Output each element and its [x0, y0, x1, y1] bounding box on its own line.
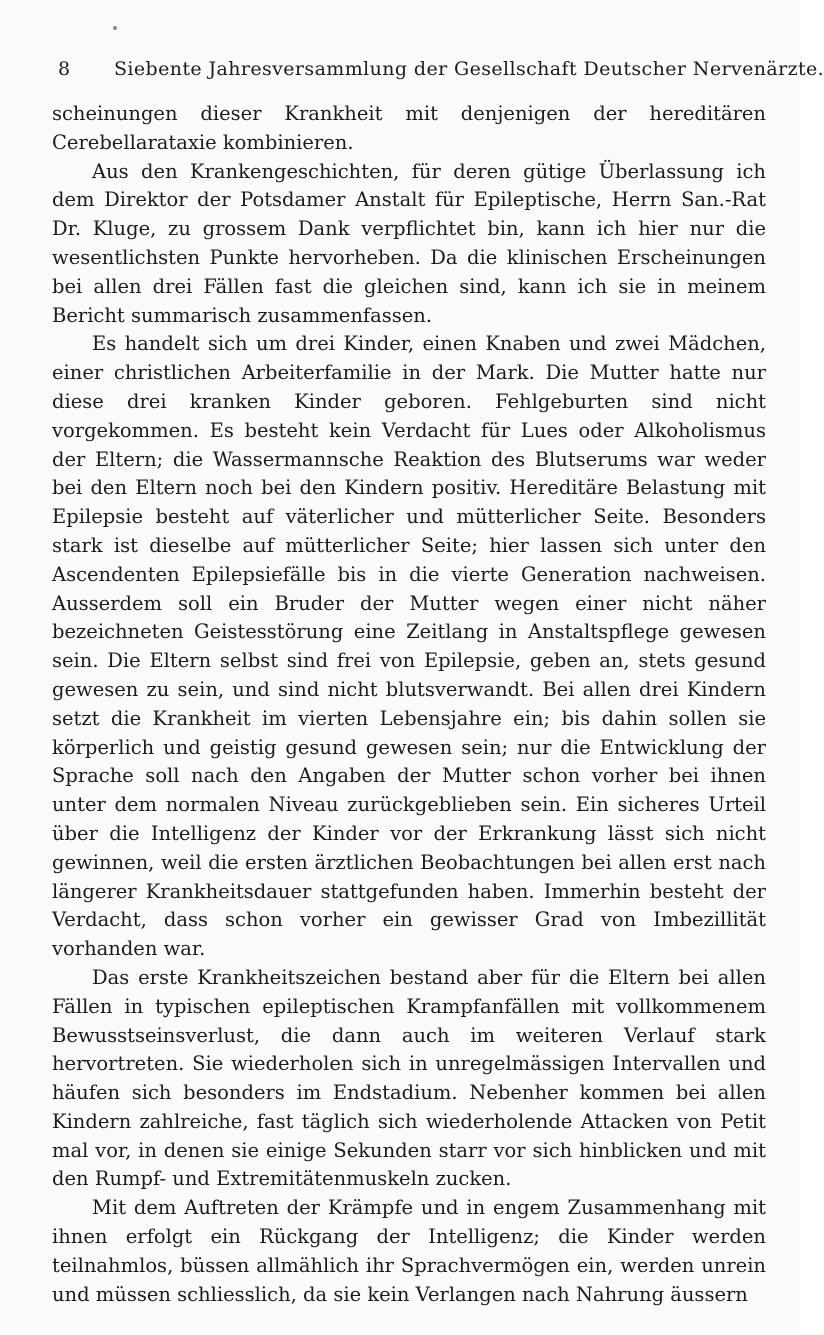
paragraph-continuation: scheinungen dieser Krankheit mit denjenigen der hereditären Cerebellarataxie kombinieren. [52, 102, 766, 154]
paragraph-case-histories: Aus den Krankengeschichten, für deren gütige Überlassung ich dem Direktor der Potsdamer Anstalt für Epileptische, Herrn San.-Rat Dr. Kluge, zu grossem Dank verpflichtet bin, kann ich hier nur die wesentlichsten Punkte hervorheben. Da die klinischen Erscheinungen bei allen drei Fällen fast die gleichen sind, kann ich sie in meinem Bericht summarisch zusammenfassen. [52, 159, 766, 327]
running-title: Siebente Jahresversammlung der Gesellschaft Deutscher Nervenärzte. [114, 58, 824, 80]
running-header [58, 54, 824, 84]
paragraph-intelligence-decline: Mit dem Auftreten der Krämpfe und in engem Zusammenhang mit ihnen erfolgt ein Rückgang der Intelligenz; die Kinder werden teilnahmlos, büssen allmählich ihr Sprachvermögen ein, werden unrein und müssen schliesslich, da sie kein Verlangen nach Nahrung äussern [52, 1196, 766, 1306]
paragraph-seizures: Das erste Krankheitszeichen bestand aber für die Eltern bei allen Fällen in typischen epileptischen Krampfanfällen mit vollkommenem Bewusstseinsverlust, die dann auch im weiteren Verlauf stark hervortreten. Sie wiederholen sich in unregelmässigen Intervallen und häufen sich besonders im Endstadium. Nebenher kommen bei allen Kindern zahlreiche, fast täglich sich wiederholende Attacken von Petit mal vor, in denen sie einige Sekunden starr vor sich hinblicken und mit den Rumpf- und Extremitätenmuskeln zucken. [52, 965, 766, 1191]
body-text [52, 100, 766, 1306]
paragraph-family-history: Es handelt sich um drei Kinder, einen Knaben und zwei Mädchen, einer christlichen Arbeiterfamilie in der Mark. Die Mutter hatte nur diese drei kranken Kinder geboren. Fehlgeburten sind nicht vorgekommen. Es besteht kein Verdacht für Lues oder Alkoholismus der Eltern; die Wassermannsche Reaktion des Blutserums war weder bei den Eltern noch bei den Kindern positiv. Hereditäre Belastung mit Epilepsie besteht auf väterlicher und mütterlicher Seite. Besonders stark ist dieselbe auf mütterlicher Seite; hier lassen sich unter den Ascendenten Epilepsiefälle bis in die vierte Generation nachweisen. Ausserdem soll ein Bruder der Mutter wegen einer nicht näher bezeichneten Geistesstörung eine Zeitlang in Anstaltspflege gewesen sein. Die Eltern selbst sind frei von Epilepsie, geben an, stets gesund gewesen zu sein, und sind nicht blutsverwandt. Bei allen drei Kindern setzt die Krankheit im vierten Lebensjahre ein; bis dahin sollen sie körperlich und geistig gesund gewesen sein; nur die Entwicklung der Sprache soll nach den Angaben der Mutter schon vorher bei ihnen unter dem normalen Niveau zurückgeblieben sein. Ein sicheres Urteil über die Intelligenz der Kinder vor der Erkrankung lässt sich nicht gewinnen, weil die ersten ärztlichen Beobachtungen bei allen erst nach längerer Krankheitsdauer stattgefunden haben. Immerhin besteht der Verdacht, dass schon vorher ein gewisser Grad von Imbezillität vorhanden war. [52, 332, 766, 961]
page-number: 8 [58, 58, 71, 80]
paper-speck [113, 26, 117, 30]
